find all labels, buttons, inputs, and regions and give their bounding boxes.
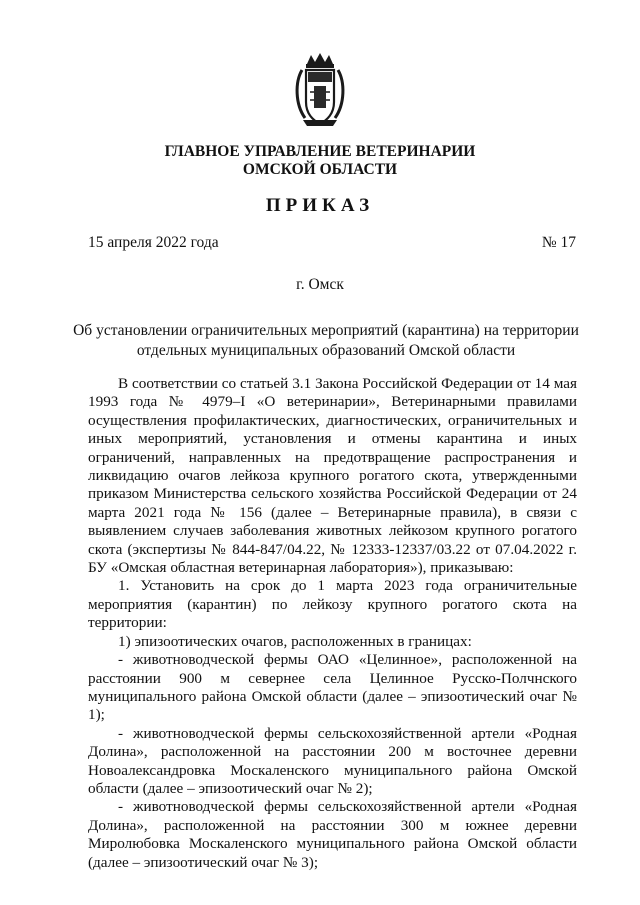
document-number: № 17 — [541, 234, 576, 251]
epizootic-focus-1: - животноводческой фермы ОАО «Целинное», расположенной на расстоянии 900 м севернее села Целинное Русско-Полчнского муниципального района Омской области (далее – эпизоотический очаг № 1); — [88, 651, 577, 724]
item-1-paragraph: 1. Установить на срок до 1 марта 2023 года ограничительные мероприятия (карантин) по лейкозу крупного рогатого скота на территории: — [88, 577, 577, 632]
document-city: г. Омск — [296, 276, 344, 293]
epizootic-focus-2: - животноводческой фермы сельскохозяйственной артели «Родная Долина», расположенной на расстоянии 200 м восточнее деревни Новоалександровка Москаленского муниципального района Омской области (далее – эпизоотический очаг № 2); — [88, 724, 577, 797]
document-date: 15 апреля 2022 года — [88, 234, 219, 251]
organization-name-line2: ОМСКОЙ ОБЛАСТИ — [242, 161, 398, 178]
item-1-1-paragraph: 1) эпизоотических очагов, расположенных в границах: — [118, 632, 472, 650]
document-body — [88, 375, 577, 872]
document-subject: Об установлении ограничительных мероприятий (карантина) на территории отдельных муниципальных образований Омской области — [73, 322, 579, 359]
preamble-paragraph: В соответствии со статьей 3.1 Закона Российской Федерации от 14 мая 1993 года № 4979–I «О ветеринарии», Ветеринарными правилами осуществления профилактических, диагностических, ограничительных и иных мероприятий, установления и отмены карантина и иных ограничений, направленных на предотвращение распространения и ликвидацию очагов лейкоза крупного рогатого скота, утвержденными приказом Министерства сельского хозяйства Российской Федерации от 24 марта 2021 года № 156 (далее – Ветеринарные правила), в связи с выявлением случаев заболевания животных лейкозом крупного рогатого скота (экспертизы № 844-847/04.22, № 12333-12337/03.22 от 07.04.2022 г. БУ «Омская областная ветеринарная лаборатория»), приказываю: — [88, 375, 577, 577]
epizootic-focus-3: - животноводческой фермы сельскохозяйственной артели «Родная Долина», расположенной на расстоянии 300 м южнее деревни Миролюбовка Москаленского муниципального района Омской области (далее – эпизоотический очаг № 3); — [88, 798, 577, 871]
coat-of-arms-icon — [293, 52, 347, 128]
document-type-title: ПРИКАЗ — [265, 195, 375, 216]
organization-name-line1: ГЛАВНОЕ УПРАВЛЕНИЕ ВЕТЕРИНАРИИ — [164, 143, 476, 160]
